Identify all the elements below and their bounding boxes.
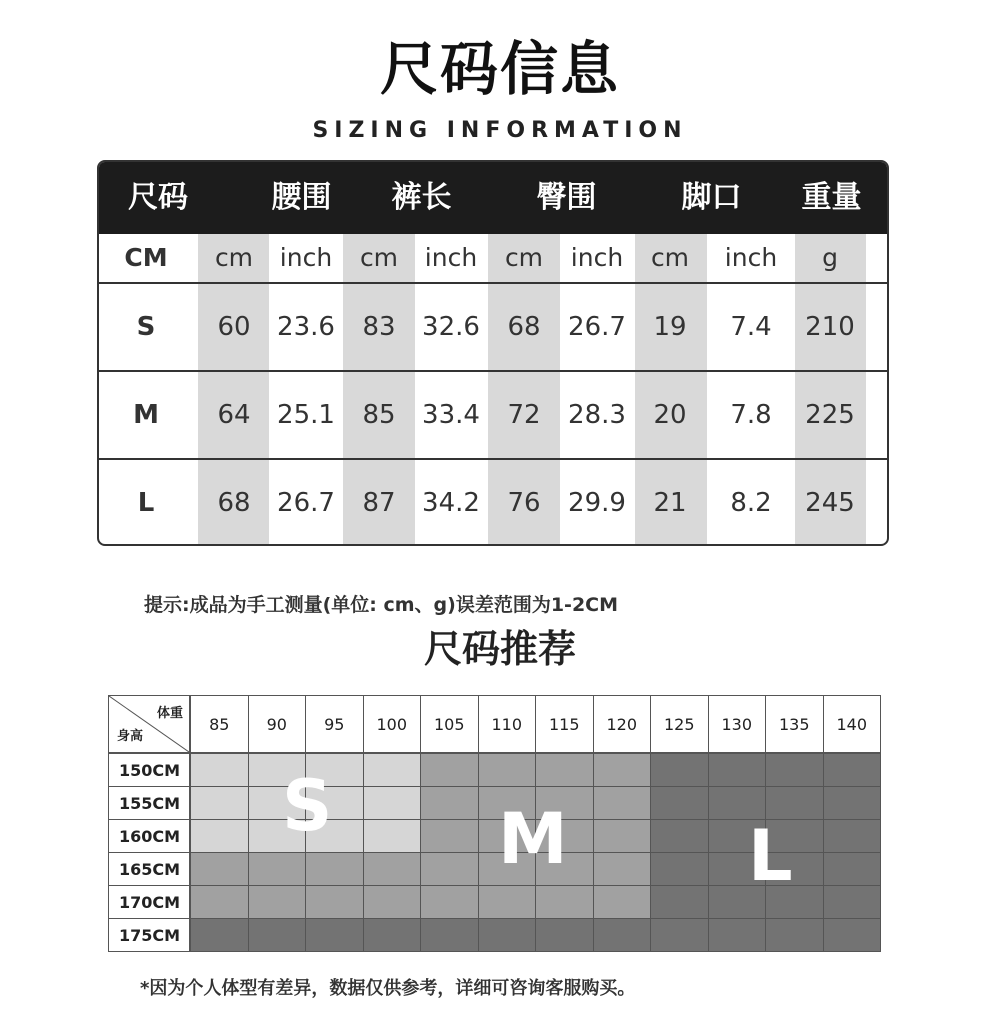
zone-cell — [708, 918, 767, 952]
weight-header: 95 — [305, 695, 364, 753]
zone-cell — [420, 753, 479, 787]
height-header: 150CM — [108, 753, 190, 787]
zone-cell — [823, 918, 882, 952]
size-cell: 25.1 — [277, 400, 335, 430]
zone-cell — [363, 918, 422, 952]
size-table-header — [99, 162, 887, 234]
unit-cell: cm — [359, 243, 399, 272]
size-cell: 34.2 — [422, 488, 480, 518]
unit-cell: inch — [424, 243, 478, 272]
zone-cell — [420, 786, 479, 820]
zone-label-m: M — [498, 798, 568, 880]
zone-cell — [650, 819, 709, 853]
zone-cell — [420, 885, 479, 919]
height-header: 170CM — [108, 885, 190, 919]
size-cell: 33.4 — [422, 400, 480, 430]
zone-cell — [305, 885, 364, 919]
unit-cell: inch — [279, 243, 333, 272]
zone-cell — [535, 885, 594, 919]
height-header: 175CM — [108, 918, 190, 952]
zone-cell — [478, 885, 537, 919]
size-cell: 29.9 — [568, 488, 626, 518]
zone-cell — [765, 753, 824, 787]
weight-header: 85 — [190, 695, 249, 753]
header-waist: 腰围 — [271, 180, 332, 215]
zone-label-l: L — [748, 815, 793, 897]
size-cell: 21 — [653, 488, 687, 518]
unit-cell: inch — [724, 243, 778, 272]
size-cell: 26.7 — [568, 312, 626, 342]
weight-header: 100 — [363, 695, 422, 753]
zone-cell — [363, 852, 422, 886]
zone-cell — [363, 885, 422, 919]
size-cell: 68 — [507, 312, 541, 342]
zone-cell — [305, 852, 364, 886]
weight-header: 130 — [708, 695, 767, 753]
header-weight: 重量 — [801, 180, 862, 215]
zone-cell — [248, 852, 307, 886]
zone-cell — [535, 753, 594, 787]
size-cell: M — [133, 400, 159, 430]
size-cell: 23.6 — [277, 312, 335, 342]
height-header: 165CM — [108, 852, 190, 886]
zone-cell — [535, 918, 594, 952]
size-cell: 8.2 — [730, 488, 772, 518]
weight-header: 105 — [420, 695, 479, 753]
size-cell: 72 — [507, 400, 541, 430]
size-cell: 26.7 — [277, 488, 335, 518]
size-table — [97, 160, 889, 546]
zone-cell — [650, 852, 709, 886]
unit-cell: inch — [570, 243, 624, 272]
zone-label-s: S — [282, 765, 333, 847]
corner-height-label: 身高 — [117, 729, 144, 744]
zone-cell — [190, 786, 249, 820]
zone-cell — [650, 918, 709, 952]
zone-cell — [420, 852, 479, 886]
zone-cell — [650, 786, 709, 820]
size-cell: 64 — [217, 400, 251, 430]
zone-cell — [363, 819, 422, 853]
header-hem: 脚口 — [681, 180, 742, 215]
footer-note: *因为个人体型有差异，数据仅供参考，详细可咨询客服购买。 — [140, 978, 636, 999]
zone-cell — [593, 819, 652, 853]
size-cell: 85 — [362, 400, 396, 430]
zone-cell — [593, 786, 652, 820]
size-cell: 32.6 — [422, 312, 480, 342]
zone-cell — [478, 918, 537, 952]
unit-cell: cm — [504, 243, 544, 272]
zone-cell — [478, 753, 537, 787]
zone-cell — [823, 753, 882, 787]
zone-cell — [190, 753, 249, 787]
size-cell: 225 — [805, 400, 855, 430]
grid-corner — [108, 695, 190, 753]
zone-cell — [708, 753, 767, 787]
zone-cell — [650, 885, 709, 919]
zone-cell — [593, 885, 652, 919]
size-cell: 210 — [805, 312, 855, 342]
size-cell: 68 — [217, 488, 251, 518]
size-cell: 76 — [507, 488, 541, 518]
zone-cell — [363, 753, 422, 787]
weight-header: 135 — [765, 695, 824, 753]
size-cell: 20 — [653, 400, 687, 430]
unit-cell: cm — [650, 243, 690, 272]
header-hip: 臀围 — [536, 180, 597, 215]
weight-header: 115 — [535, 695, 594, 753]
zone-cell — [420, 819, 479, 853]
corner-weight-label: 体重 — [156, 706, 183, 721]
zone-cell — [190, 852, 249, 886]
header-size: 尺码 — [128, 180, 188, 215]
page-title: 尺码信息 — [379, 35, 620, 103]
weight-header: 90 — [248, 695, 307, 753]
zone-cell — [823, 852, 882, 886]
zone-cell — [190, 819, 249, 853]
height-header: 155CM — [108, 786, 190, 820]
zone-cell — [593, 852, 652, 886]
size-cell: 60 — [217, 312, 251, 342]
zone-cell — [593, 918, 652, 952]
zone-cell — [823, 819, 882, 853]
unit-cell: g — [822, 243, 838, 272]
page-subtitle: SIZING INFORMATION — [312, 118, 688, 143]
weight-header: 120 — [593, 695, 652, 753]
zone-cell — [305, 918, 364, 952]
size-cell: L — [137, 488, 155, 518]
zone-cell — [363, 786, 422, 820]
size-cell: 7.8 — [730, 400, 772, 430]
unit-cell: cm — [214, 243, 254, 272]
measurement-tip: 提示:成品为手工测量(单位: cm、g)误差范围为1-2CM — [144, 594, 619, 616]
height-header: 160CM — [108, 819, 190, 853]
header-length: 裤长 — [391, 180, 452, 215]
size-cell: S — [136, 312, 156, 342]
zone-cell — [823, 786, 882, 820]
size-cell: 7.4 — [730, 312, 772, 342]
weight-header: 140 — [823, 695, 882, 753]
zone-cell — [650, 753, 709, 787]
zone-cell — [823, 885, 882, 919]
zone-cell — [420, 918, 479, 952]
size-cell: 87 — [362, 488, 396, 518]
size-cell: 28.3 — [568, 400, 626, 430]
zone-cell — [190, 885, 249, 919]
weight-header: 110 — [478, 695, 537, 753]
size-cell: 83 — [362, 312, 396, 342]
unit-cell: CM — [124, 243, 168, 272]
zone-cell — [248, 918, 307, 952]
weight-header: 125 — [650, 695, 709, 753]
zone-cell — [593, 753, 652, 787]
size-recommend-grid — [108, 695, 880, 952]
size-cell: 245 — [805, 488, 855, 518]
zone-cell — [190, 918, 249, 952]
size-cell: 19 — [653, 312, 687, 342]
recommend-title: 尺码推荐 — [423, 627, 576, 671]
zone-cell — [765, 918, 824, 952]
zone-cell — [248, 885, 307, 919]
